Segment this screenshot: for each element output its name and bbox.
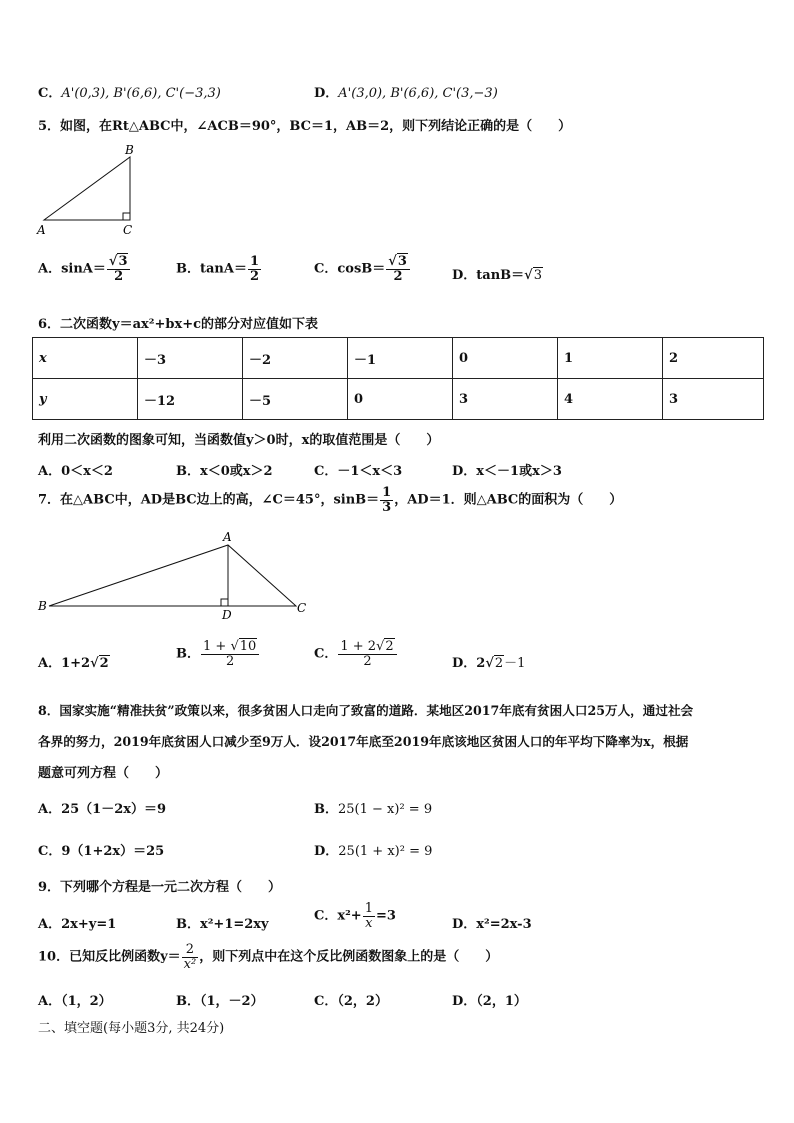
q10-stem: 10．已知反比例函数y＝ $\frac{2}{\text{x²}}$ ，则下列点中在这个反比例函数图象上的是（ ）	[38, 942, 499, 972]
q7-label-a: A	[223, 530, 232, 544]
q7-option-a: A．1+2√2	[38, 656, 109, 671]
q9-stem: 9．下列哪个方程是一元二次方程（ ）	[38, 880, 282, 895]
table-cell: 3	[663, 379, 764, 420]
q8-stem-line-2: 各界的努力，2019年底贫困人口减少至9万人．设2017年底至2019年底该地区贫困人口的年平均下降率为x，根据	[38, 734, 689, 749]
q7-option-b: B． $\frac{1 + √10}{2}$	[176, 640, 260, 668]
table-cell: －1	[348, 338, 453, 379]
q8-stem-line-3: 题意可列方程（ ）	[38, 766, 169, 781]
q5-option-b: B．tanA＝ $\frac{1}{2}$	[176, 254, 260, 284]
q4-option-d: D．A'(3,0), B'(6,6), C'(3,−3)	[314, 86, 498, 101]
q5-option-a: A．sinA＝ $\frac{√3}{2}$	[38, 255, 131, 283]
section2-title: 二、填空题(每小题3分, 共24分)	[38, 1021, 225, 1036]
table-cell: y	[33, 379, 138, 420]
q7-right-angle-mark	[221, 599, 228, 606]
q9-option-d: D．x²=2x-3	[452, 917, 532, 932]
q10-option-c: C．（2，2）	[314, 994, 388, 1009]
q6-option-d: D．x＜－1或x＞3	[452, 464, 562, 479]
q7-triangle-figure	[34, 530, 314, 625]
q7-label-c: C	[297, 601, 307, 615]
q5-triangle	[44, 157, 130, 220]
table-cell: 1	[558, 338, 663, 379]
table-cell: 0	[453, 338, 558, 379]
q5-label-a: A	[37, 223, 46, 237]
q9-option-c: C．x²+ $\frac{1}{x}$ =3	[314, 901, 396, 931]
q7-label-b: B	[38, 599, 47, 613]
q5-label-c: C	[123, 223, 133, 237]
table-row-y	[33, 379, 764, 420]
q8-option-b: B．25(1 − x)² = 9	[314, 802, 433, 817]
q6-question: 利用二次函数的图象可知，当函数值y＞0时，x的取值范围是（ ）	[38, 433, 440, 448]
table-cell: 4	[558, 379, 663, 420]
q8-option-d: D．25(1 + x)² = 9	[314, 844, 433, 859]
q8-option-c: C．9（1+2x）＝25	[38, 844, 165, 859]
q10-option-d: D．（2，1）	[452, 994, 527, 1009]
q10-option-a: A．（1，2）	[38, 994, 112, 1009]
q5-stem: 5．如图，在Rt△ABC中，∠ACB＝90°，BC＝1，AB＝2，则下列结论正确的是（ ）	[38, 119, 572, 134]
table-row-x	[33, 338, 764, 379]
q7-label-d: D	[222, 608, 232, 622]
table-cell: －3	[138, 338, 243, 379]
q5-option-d: D．tanB＝√3	[452, 268, 542, 283]
table-cell: x	[33, 338, 138, 379]
q7-triangle	[49, 545, 296, 606]
q5-right-angle-mark	[123, 213, 130, 220]
q7-option-d: D．2√2－1	[452, 656, 526, 671]
table-cell: 3	[453, 379, 558, 420]
table-cell: －2	[243, 338, 348, 379]
q9-option-a: A．2x+y=1	[38, 917, 117, 932]
q8-stem-line-1: 8．国家实施“精准扶贫”政策以来，很多贫困人口走向了致富的道路．某地区2017年底有贫困人口25万人，通过社会	[38, 703, 694, 718]
q6-value-table	[32, 337, 764, 420]
q5-right-triangle-figure	[34, 143, 144, 238]
table-cell: －5	[243, 379, 348, 420]
q9-option-b: B．x²+1=2xy	[176, 917, 269, 932]
q6-option-b: B．x＜0或x＞2	[176, 464, 273, 479]
q6-option-c: C．－1＜x＜3	[314, 464, 403, 479]
q5-label-b: B	[125, 143, 134, 157]
q7-option-c: C． $\frac{1 + 2√2}{2}$	[314, 640, 398, 668]
q7-stem: 7．在△ABC中，AD是BC边上的高，∠C＝45°，sinB＝ $\frac{1}{3}$ ，AD＝1．则△ABC的面积为（ ）	[38, 485, 623, 515]
q8-option-a: A．25（1－2x）＝9	[38, 802, 167, 817]
q6-option-a: A．0＜x＜2	[38, 464, 113, 479]
q4-option-c: C．A'(0,3), B'(6,6), C'(−3,3)	[38, 86, 221, 101]
table-cell: 0	[348, 379, 453, 420]
table-cell: －12	[138, 379, 243, 420]
table-cell: 2	[663, 338, 764, 379]
q10-option-b: B．（1，－2）	[176, 994, 264, 1009]
q6-stem: 6．二次函数y＝ax²+bx+c的部分对应值如下表	[38, 317, 319, 332]
q5-option-c: C．cosB＝ $\frac{√3}{2}$	[314, 255, 411, 283]
